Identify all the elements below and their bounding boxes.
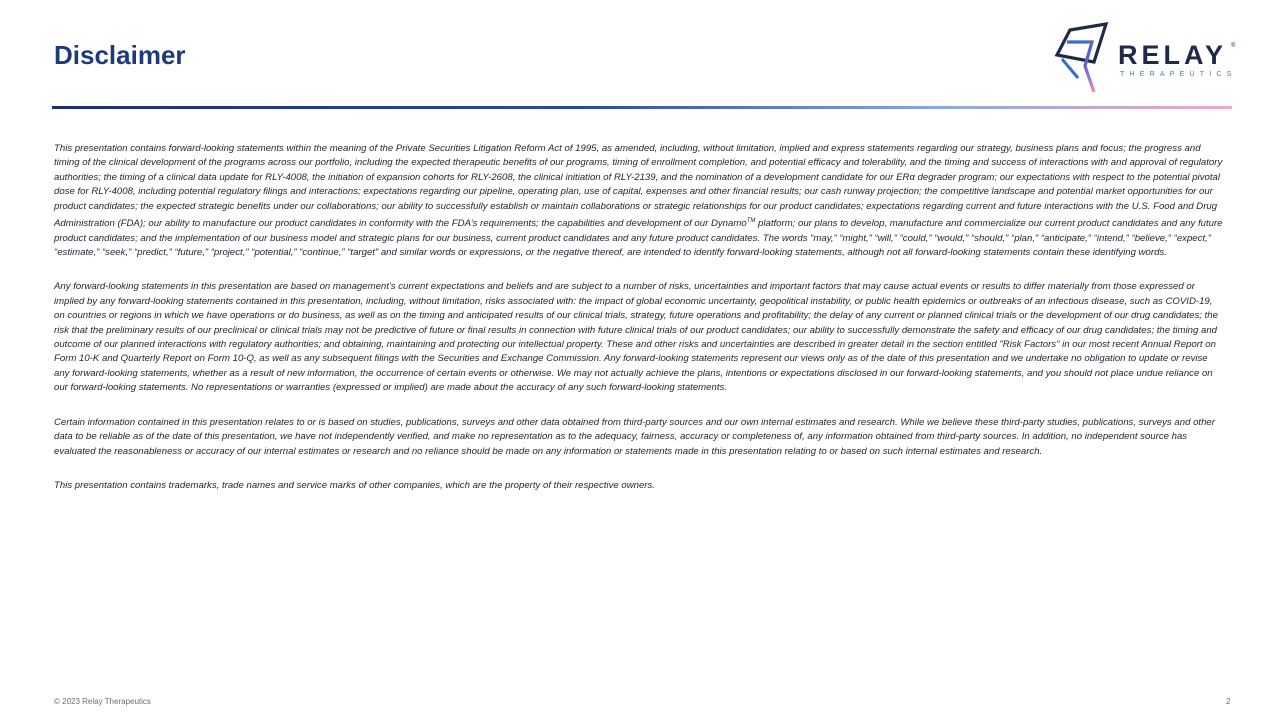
trademark-superscript: TM — [746, 218, 756, 225]
paragraph-text: This presentation contains forward-looking statements within the meaning of the Private Securities Litigation Reform Act of 1995, as amended, including, without limitation, implied and express statements regarding our strategy, business plans and focus; the progress and timing of the clinical development of the programs across our portfolio, including the expected therapeutic benefits of our programs, timing of enrollment completion, and potential efficacy and tolerability, and the timing and success of interactions with and approval of regulatory authorities; the timing of a clinical data update for RLY-4008, the initiation of expansion cohorts for RLY-2608, the clinical initiation of RLY-2139, and the nomination of a development candidate for our ERα degrader program; our expectations with respect to the potential pivotal dose for RLY-4008, including potential regulatory filings and interactions; expectations regarding our pipeline, operating plan, use of capital, expenses and other financial results; our cash runway projection; the competitive landscape and potential market opportunities for our product candidates; the expected strategic benefits under our collaborations; our ability to successfully establish or maintain collaborations or strategic relationships for our product candidates; expectations regarding current and future interactions with the U.S. Food and Drug Administration (FDA); our ability to manufacture our product candidates in conformity with the FDA’s requirements; the capabilities and development of our Dynamo — [54, 143, 1223, 230]
logo-tagline: THERAPEUTICS — [1120, 71, 1237, 78]
disclaimer-paragraph-forward-looking — [54, 142, 1224, 260]
disclaimer-paragraph-trademarks: This presentation contains trademarks, trade names and service marks of other companies, which are the property of their respective owners. — [54, 479, 655, 491]
disclaimer-body — [54, 142, 1224, 513]
page-title: Disclaimer — [54, 40, 186, 70]
disclaimer-paragraph-risks: Any forward-looking statements in this presentation are based on management's current expectations and beliefs and are subject to a number of risks, uncertainties and important factors that may cause actual events or results to differ materially from those expressed or implied by any forward-looking statements contained in this presentation, including, without limitation, risks associated with: the impact of global economic uncertainty, geopolitical instability, or public health epidemics or outbreaks of an infectious disease, such as COVID-19, on countries or regions in which we have operations or do business, as well as on the timing and anticipated results of our clinical trials, strategy, future operations and profitability; the delay of any current or planned clinical trials or the development of our drug candidates; the risk that the preliminary results of our preclinical or clinical trials may not be predictive of future or final results in connection with future clinical trials of our product candidates; our ability to successfully demonstrate the safety and efficacy of our drug candidates; the timing and outcome of our planned interactions with regulatory authorities; and obtaining, maintaining and protecting our intellectual property. These and other risks and uncertainties are described in greater detail in the section entitled "Risk Factors" in our most recent Annual Report on Form 10-K and Quarterly Report on Form 10-Q, as well as any subsequent filings with the Securities and Exchange Commission. Any forward-looking statements represent our views only as of the date of this presentation and we undertake no obligation to update or revise any forward-looking statements, whether as a result of new information, the occurrence of certain events or otherwise. We may not actually achieve the plans, intentions or expectations disclosed in our forward-looking statements, and you should not place undue reliance on our forward-looking statements. No representations or warranties (expressed or implied) are made about the accuracy of any such forward-looking statements. — [54, 281, 1218, 394]
disclaimer-paragraph-third-party: Certain information contained in this presentation relates to or is based on studies, publications, surveys and other data obtained from third-party sources and our own internal estimates and research. While we believe these third-party studies, publications, surveys and other data to be reliable as of the date of this presentation, we have not independently verified, and make no representation as to the adequacy, fairness, accuracy or completeness of, any information obtained from third-party sources. In addition, no independent source has evaluated the reasonableness or accuracy of our internal estimates or research and no reliance should be made on any information or statements made in this presentation relating to or based on such internal estimates and research. — [54, 416, 1215, 457]
page-number: 2 — [1226, 697, 1231, 706]
footer-copyright: © 2023 Relay Therapeutics — [54, 697, 151, 706]
title-divider — [52, 106, 1232, 109]
paragraph-text-continued: platform; our plans to develop, manufacture and commercialize our current product candidates and any future product candidates; and the implementation of our business model and strategic plans for our business, current product candidates and any future product candidates. The words “may,” “might,” “will,” “could,” “would,” “should,” “plan,” “anticipate,” “intend,” “believe,” “expect,” “estimate,” “seek,” “predict,” “future,” “project,” “potential,” “continue,” “target” and similar words or expressions, or the negative thereof, are intended to identify forward-looking statements, although not all forward-looking statements contain these identifying words. — [54, 218, 1223, 259]
relay-logo — [1054, 22, 1236, 96]
relay-logo-mark-icon — [1054, 22, 1116, 96]
logo-wordmark: RELAY — [1118, 40, 1228, 70]
registered-mark: ® — [1231, 43, 1236, 49]
